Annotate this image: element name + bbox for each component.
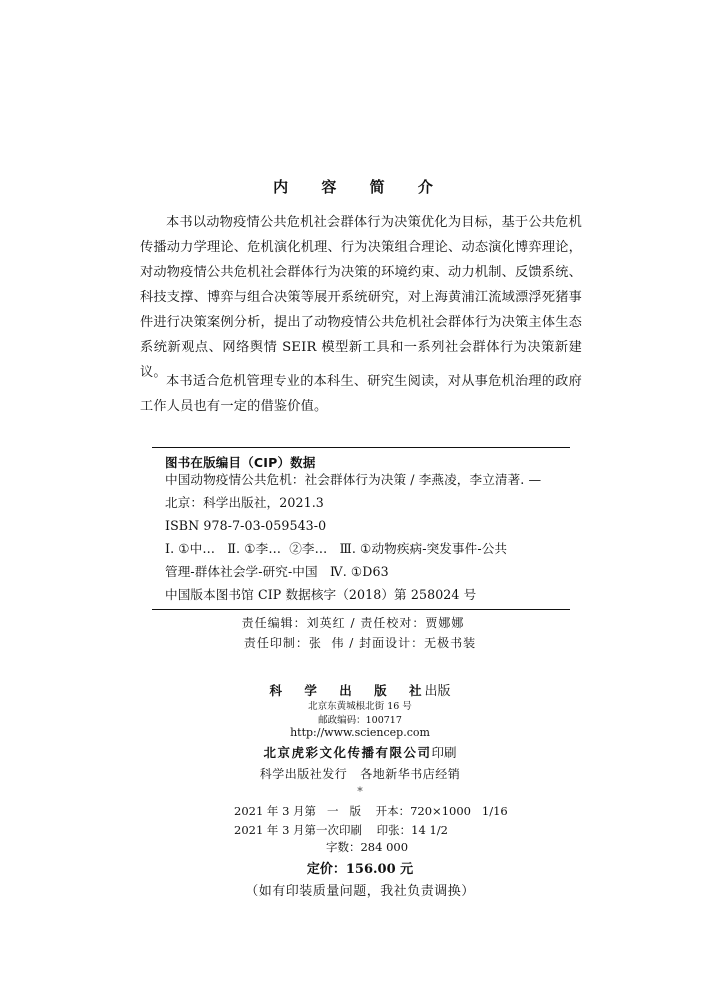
word-count: 字数：284 000 <box>325 840 409 854</box>
edition-block <box>234 802 508 839</box>
distribution-line: 科学出版社发行 各地新华书店经销 <box>259 767 461 781</box>
editor-credits: 责任编辑：刘英红 / 责任校对：贾娜娜 <box>241 616 465 630</box>
summary-paragraph-2: 本书适合危机管理专业的本科生、研究生阅读，对从事危机治理的政府工作人员也有一定的借鉴价值。 <box>140 374 582 414</box>
edition-line: 2021 年 3 月第 一 版 开本：720×1000 1/16 <box>234 804 508 818</box>
cip-line: 中国动物疫情公共危机：社会群体行为决策 / 李燕凌，李立清著. — <box>165 472 542 487</box>
publisher-address: 北京东黄城根北街 16 号 <box>308 701 412 712</box>
publisher-url: http://www.sciencep.com <box>290 726 430 739</box>
production-credits: 责任印制：张 伟 / 封面设计：无极书装 <box>243 636 477 650</box>
publisher-suffix: 出版 <box>424 684 451 699</box>
cip-line: Ⅰ. ①中… Ⅱ. ①李… ②李… Ⅲ. ①动物疾病-突发事件-公共 <box>165 541 508 556</box>
cip-isbn: ISBN 978-7-03-059543-0 <box>165 518 327 533</box>
publisher-name: 科 学 出 版 社 <box>269 683 431 698</box>
cip-top-rule <box>152 447 570 448</box>
publisher-line <box>0 680 720 699</box>
page-title: 内 容 简 介 <box>273 178 447 196</box>
cip-bottom-rule <box>152 609 570 610</box>
cip-record-number: 中国版本图书馆 CIP 数据核字（2018）第 258024 号 <box>165 587 477 602</box>
cip-line: 北京：科学出版社，2021.3 <box>165 495 324 510</box>
quality-notice: （如有印装质量问题，我社负责调换） <box>245 884 475 899</box>
price: 定价：156.00 元 <box>306 862 414 877</box>
publisher-postal-code: 邮政编码：100717 <box>318 715 402 726</box>
summary-paragraph-1: 本书以动物疫情公共危机社会群体行为决策优化为目标，基于公共危机传播动力学理论、危机演化机理、行为决策组合理论、动态演化博弈理论，对动物疫情公共危机社会群体行为决策的环境约束、动力机制、反馈系统、科技支撑、博弈与组合决策等展开系统研究，对上海黄浦江流域漂浮死猪事件进行决策案例分析，提出了动物疫情公共危机社会群体行为决策主体生态系统新观点、网络舆情 SEIR 模型新工具和一系列社会群体行为决策新建议。 <box>140 215 582 380</box>
separator-asterisk: * <box>357 785 363 798</box>
printer-line <box>0 743 720 761</box>
cip-heading: 图书在版编目（CIP）数据 <box>165 455 316 470</box>
printer-suffix: 印刷 <box>431 745 457 760</box>
cip-line: 管理-群体社会学-研究-中国 Ⅳ. ①D63 <box>165 564 389 579</box>
printer-name: 北京虎彩文化传播有限公司 <box>263 745 432 760</box>
printing-line: 2021 年 3 月第一次印刷 印张：14 1/2 <box>234 822 448 837</box>
